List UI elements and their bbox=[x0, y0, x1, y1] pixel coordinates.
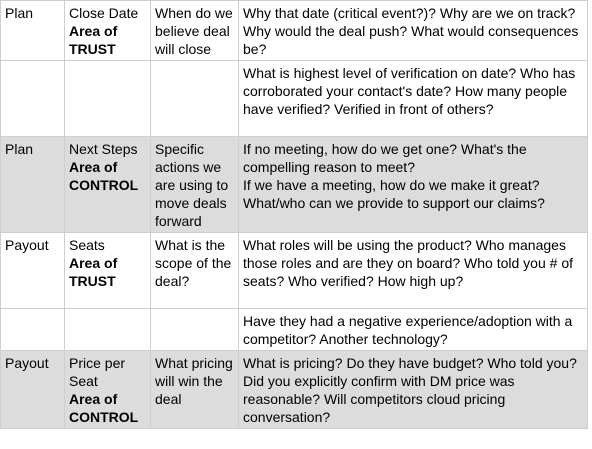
question-cell[interactable] bbox=[151, 1, 239, 61]
details-text: What is pricing? Do they have budget? Who told you? Did you explicitly confirm with DM price was reasonable? Will competitors cloud pricing conversation? bbox=[243, 355, 577, 425]
details-cell[interactable] bbox=[239, 351, 588, 429]
stage-text: Payout bbox=[5, 237, 49, 253]
question-cell[interactable] bbox=[151, 309, 239, 351]
stage-cell[interactable] bbox=[1, 351, 65, 429]
topic-cell[interactable] bbox=[65, 61, 151, 137]
question-cell[interactable] bbox=[151, 233, 239, 309]
details-cell[interactable] bbox=[239, 137, 588, 233]
details-cell[interactable] bbox=[239, 1, 588, 61]
stage-cell[interactable] bbox=[1, 61, 65, 137]
topic-text: Close Date bbox=[69, 5, 139, 21]
table-row bbox=[1, 233, 588, 309]
topic-cell[interactable] bbox=[65, 351, 151, 429]
details-cell[interactable] bbox=[239, 233, 588, 309]
stage-text: Payout bbox=[5, 355, 49, 371]
area-label: Area of bbox=[69, 391, 118, 407]
area-label: Area of bbox=[69, 23, 118, 39]
topic-cell[interactable] bbox=[65, 309, 151, 351]
area-value: CONTROL bbox=[69, 409, 139, 425]
stage-text: Plan bbox=[5, 141, 34, 157]
stage-cell[interactable] bbox=[1, 233, 65, 309]
table-row bbox=[1, 309, 588, 351]
question-text: Specific actions we are using to move deals forward bbox=[155, 141, 229, 229]
question-cell[interactable] bbox=[151, 61, 239, 137]
area-label: Area of bbox=[69, 159, 118, 175]
topic-text: Seats bbox=[69, 237, 105, 253]
details-cell[interactable] bbox=[239, 309, 588, 351]
question-text: When do we believe deal will close bbox=[155, 5, 233, 57]
topic-cell[interactable] bbox=[65, 233, 151, 309]
topic-cell[interactable] bbox=[65, 137, 151, 233]
stage-cell[interactable] bbox=[1, 309, 65, 351]
question-text: What is the scope of the deal? bbox=[155, 237, 232, 289]
details-text-2: If we have a meeting, how do we make it great? What/who can we provide to support our claims? bbox=[243, 177, 545, 211]
stage-cell[interactable] bbox=[1, 1, 65, 61]
stage-cell[interactable] bbox=[1, 137, 65, 233]
stage-text: Plan bbox=[5, 5, 34, 21]
topic-text: Price per Seat bbox=[69, 355, 126, 389]
question-text: What pricing will win the deal bbox=[155, 355, 233, 407]
question-cell[interactable] bbox=[151, 351, 239, 429]
area-value: TRUST bbox=[69, 273, 116, 289]
table-row bbox=[1, 1, 588, 61]
details-text: Why that date (critical event?)? Why are we on track? Why would the deal push? What would consequences be? bbox=[243, 5, 579, 57]
table-row bbox=[1, 351, 588, 429]
topic-cell[interactable] bbox=[65, 1, 151, 61]
details-cell[interactable] bbox=[239, 61, 588, 137]
question-cell[interactable] bbox=[151, 137, 239, 233]
details-text: What roles will be using the product? Who manages those roles and are they on board? Who told you # of seats? Who verified? How high up? bbox=[243, 237, 573, 289]
table-row bbox=[1, 137, 588, 233]
details-text: What is highest level of verification on date? Who has corroborated your contact's date? How many people have verified? Verified in front of others? bbox=[243, 65, 576, 117]
area-value: CONTROL bbox=[69, 177, 139, 193]
area-label: Area of bbox=[69, 255, 118, 271]
table-row bbox=[1, 61, 588, 137]
area-value: TRUST bbox=[69, 41, 116, 57]
topic-text: Next Steps bbox=[69, 141, 138, 157]
details-text: If no meeting, how do we get one? What's the compelling reason to meet? bbox=[243, 141, 527, 175]
details-text: Have they had a negative experience/adoption with a competitor? Another technology? bbox=[243, 313, 573, 347]
